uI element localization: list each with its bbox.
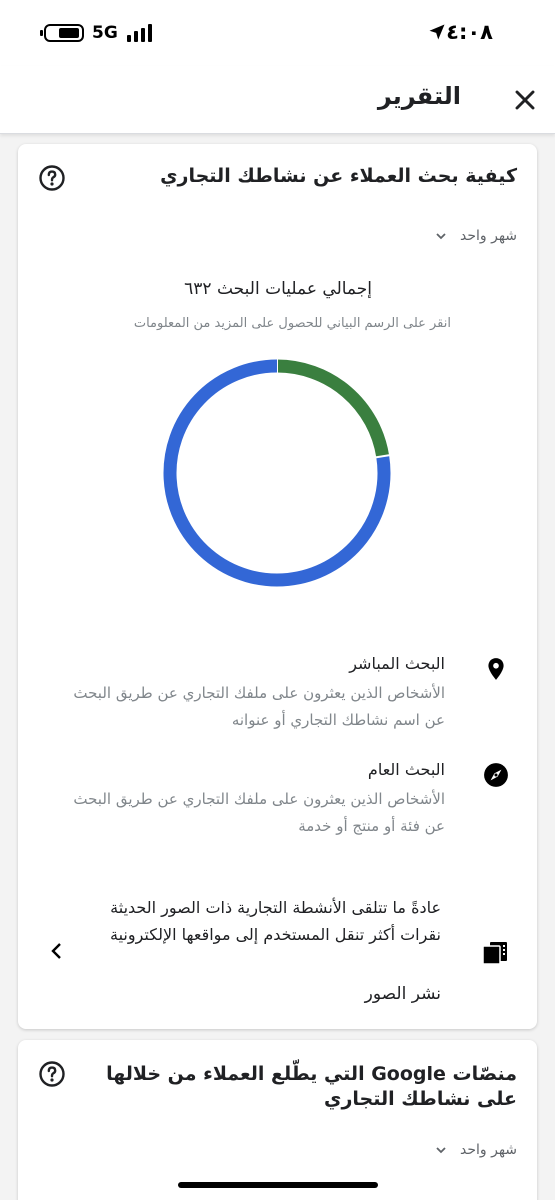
period-selector[interactable] xyxy=(434,228,517,244)
close-icon[interactable] xyxy=(509,84,541,116)
legend-label: البحث العام xyxy=(367,760,445,779)
card-title: كيفية بحث العملاء عن نشاطك التجاري xyxy=(160,165,517,187)
legend-direct xyxy=(38,650,517,730)
legend-label: البحث المباشر xyxy=(349,654,445,673)
photo-library-icon xyxy=(481,938,509,966)
period-selector[interactable] xyxy=(434,1142,517,1158)
period-label: شهر واحد xyxy=(459,1142,517,1158)
battery-icon xyxy=(44,24,84,42)
network-label: 5G xyxy=(92,23,118,43)
signal-icon xyxy=(127,24,152,42)
status-bar xyxy=(0,0,555,66)
compass-icon xyxy=(483,762,509,788)
donut-slice-direct[interactable] xyxy=(277,366,383,456)
legend-description: الأشخاص الذين يعثرون على ملفك التجاري عن طريق البحث عن فئة أو منتج أو خدمة xyxy=(73,790,445,835)
chart-hint: انقر على الرسم البياني للحصول على المزيد من المعلومات xyxy=(133,316,451,331)
legend-discovery xyxy=(38,756,517,836)
home-indicator xyxy=(178,1182,378,1188)
google-platforms-card xyxy=(18,1040,537,1200)
card-title: منصّات Google التي يطّلع العملاء من خلالها على نشاطك التجاري xyxy=(106,1063,517,1110)
chevron-left-icon[interactable] xyxy=(46,940,68,962)
period-label: شهر واحد xyxy=(459,228,517,244)
app-bar xyxy=(0,66,555,134)
total-searches: إجمالي عمليات البحث ٦٣٢ xyxy=(184,279,372,299)
chevron-down-icon xyxy=(434,229,448,243)
location-pin-icon xyxy=(483,656,509,682)
chevron-down-icon xyxy=(434,1143,448,1157)
add-photos-promo[interactable] xyxy=(38,894,517,1014)
help-icon[interactable] xyxy=(38,164,66,192)
search-donut-chart[interactable] xyxy=(156,352,398,594)
post-photos-link[interactable]: نشر الصور xyxy=(364,984,441,1004)
location-arrow-icon xyxy=(427,22,447,42)
status-time: ٤:٠٨ xyxy=(446,20,493,44)
promo-text: عادةً ما تتلقى الأنشطة التجارية ذات الصور الحديثة نقرات أكثر تنقل المستخدم إلى مواقعها الإلكترونية xyxy=(110,898,441,944)
help-icon[interactable] xyxy=(38,1060,66,1088)
legend-description: الأشخاص الذين يعثرون على ملفك التجاري عن طريق البحث عن اسم نشاطك التجاري أو عنوانه xyxy=(73,684,445,729)
search-breakdown-card xyxy=(18,144,537,1029)
page-title: التقرير xyxy=(377,82,461,110)
